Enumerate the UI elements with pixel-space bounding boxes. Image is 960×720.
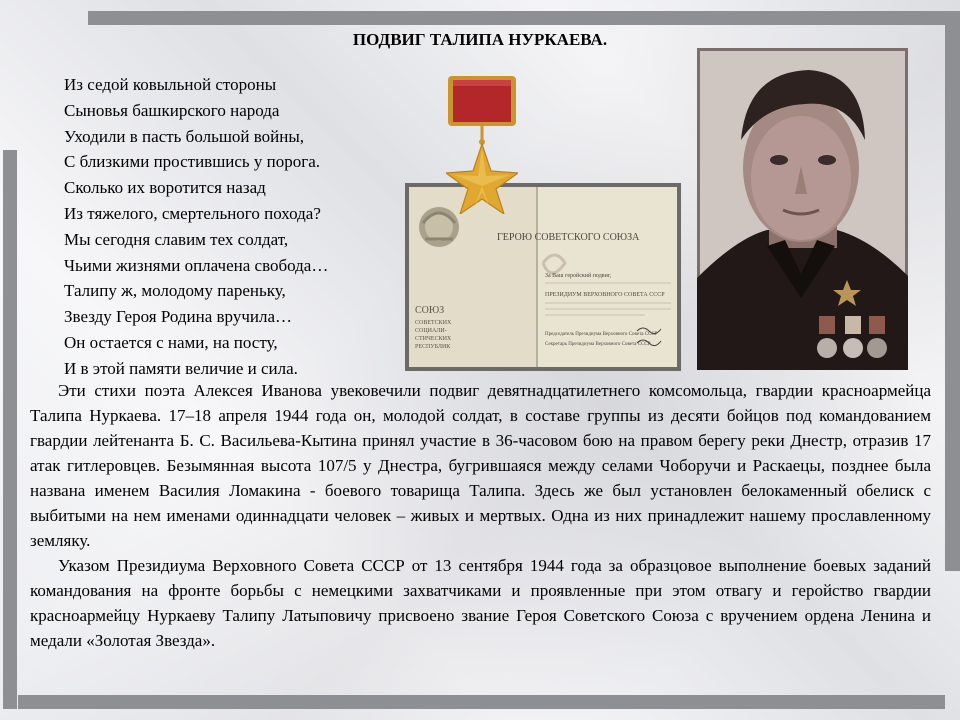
poem bbox=[64, 72, 328, 382]
page-title: ПОДВИГ ТАЛИПА НУРКАЕВА. bbox=[352, 30, 608, 49]
certificate-body-text: ПРЕЗИДИУМ ВЕРХОВНОГО СОВЕТА СССР bbox=[545, 292, 665, 298]
body-text bbox=[30, 378, 931, 653]
poem-line: Звезду Героя Родина вручила… bbox=[64, 307, 292, 327]
paragraph: Указом Президиума Верховного Совета СССР от 13 сентября 1944 года за образцовое выполнение боевых заданий командования на фронте борьбы с немецкими захватчиками и проявленные при этом отвагу и геройство гвардии красноармейцу Нуркаеву Талипу Латыповичу присвоено звание Героя Советского Союза с вручением ордена Ленина и медали «Золотая Звезда». bbox=[30, 556, 931, 650]
certificate-signature-line: Председатель Президиума Верховного Совета СССР bbox=[545, 332, 658, 337]
certificate-body-text: За Ваш геройский подвиг, bbox=[545, 273, 612, 279]
certificate-emblem-text: СТИЧЕСКИХ bbox=[415, 336, 452, 342]
poem-line: Сколько их воротится назад bbox=[64, 178, 266, 198]
certificate-emblem-text: СОВЕТСКИХ bbox=[415, 320, 452, 326]
frame-left-band bbox=[3, 150, 17, 709]
poem-line: Сыновья башкирского народа bbox=[64, 100, 280, 120]
frame-bottom-band bbox=[18, 695, 945, 709]
poem-line: И в этой памяти величие и сила. bbox=[64, 358, 298, 378]
certificate-emblem-text: СОЮЗ bbox=[415, 305, 445, 316]
poem-line: Он остается с нами, на посту, bbox=[64, 332, 278, 352]
poem-line: Из тяжелого, смертельного похода? bbox=[64, 203, 321, 223]
gold-star-medal-icon bbox=[446, 76, 518, 214]
certificate-signature-line: Секретарь Президиума Верховного Совета СССР bbox=[545, 342, 651, 347]
poem-line: С близкими простившись у порога. bbox=[64, 152, 321, 172]
certificate-emblem-text: СОЦИАЛИ- bbox=[415, 328, 447, 334]
poem-line: Из седой ковыльной стороны bbox=[64, 75, 277, 94]
paragraph: Эти стихи поэта Алексея Иванова увековечили подвиг девятнадцатилетнего комсомольца, гвардии красноармейца Талипа Нуркаева. 17–18 апреля 1944 года он, молодой солдат, в составе группы из десяти бойцов под командованием гвардии лейтенанта Б. С. Васильева-Кытина принял участие в 36-часовом бою на правом берегу реки Днестр, отразив 17 атак гитлеровцев. Безымянная высота 107/5 у Днестра, бугрившаяся между селами Чоборучи и Раскаецы, позднее была названа именем Василия Ломакина - боевого товарища Талипа. Здесь же был установлен белокаменный обелиск с выбитыми на нем именами одиннадцати человек – живых и мертвых. Одна из них принадлежит нашему прославленному земляку. bbox=[30, 381, 931, 550]
certificate-header: ГЕРОЮ СОВЕТСКОГО СОЮЗА bbox=[497, 232, 640, 243]
frame-right-band bbox=[945, 11, 960, 571]
poem-line: Мы сегодня славим тех солдат, bbox=[64, 229, 289, 249]
poem-line: Чьими жизнями оплачена свобода… bbox=[64, 255, 329, 275]
frame-top-band bbox=[88, 11, 960, 25]
hero-portrait-photo bbox=[697, 48, 908, 370]
certificate-emblem-text: РЕСПУБЛИК bbox=[415, 344, 451, 350]
poem-line: Талипу ж, молодому пареньку, bbox=[64, 281, 286, 301]
poem-line: Уходили в пасть большой войны, bbox=[64, 126, 305, 146]
